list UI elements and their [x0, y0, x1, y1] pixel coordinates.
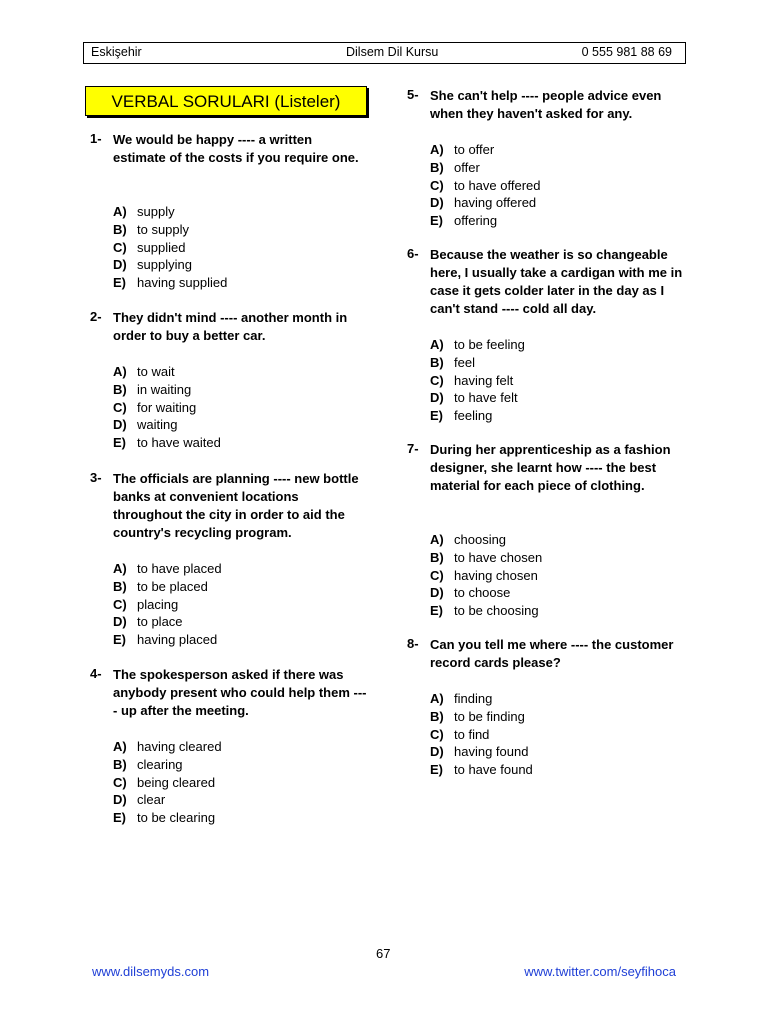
option-text: to have offered	[454, 177, 541, 193]
option-text: to supply	[137, 221, 190, 237]
answer-option	[113, 738, 222, 756]
option-text: in waiting	[137, 381, 192, 397]
answer-option	[113, 221, 227, 239]
answer-option	[430, 743, 533, 761]
page-number: 67	[376, 946, 391, 961]
answer-option	[430, 336, 525, 354]
option-letter: D)	[430, 744, 444, 760]
option-letter: E)	[113, 275, 126, 291]
option-letter: A)	[113, 739, 127, 754]
option-letter: B)	[113, 381, 127, 397]
answer-option	[113, 399, 221, 417]
option-letter: E)	[113, 435, 126, 451]
option-text: supply	[137, 204, 175, 219]
option-letter: D)	[113, 257, 127, 273]
option-text: to place	[137, 614, 183, 630]
question-stem: Because the weather is so changeable here, I usually take a cardigan with me in case it gets colder later in the day as I can't stand ---- cold all day.	[430, 247, 683, 316]
option-letter: B)	[430, 354, 444, 370]
option-letter: B)	[113, 756, 127, 772]
option-text: offering	[454, 213, 498, 229]
question-number: 4-	[90, 666, 102, 681]
option-text: to find	[454, 726, 490, 742]
answer-option	[113, 560, 222, 578]
option-letter: D)	[430, 585, 444, 601]
footer-website-link[interactable]: www.dilsemyds.com	[92, 964, 210, 979]
answer-option	[430, 726, 533, 744]
option-letter: D)	[113, 792, 127, 808]
option-letter: B)	[430, 708, 444, 724]
answer-options	[113, 560, 222, 649]
option-text: to have felt	[454, 390, 518, 406]
option-text: having placed	[137, 632, 218, 648]
answer-option	[113, 809, 222, 827]
option-letter: B)	[430, 549, 444, 565]
question-number: 5-	[407, 87, 419, 102]
answer-option	[113, 416, 221, 434]
option-text: waiting	[137, 417, 178, 433]
header-phone: 0 555 981 88 69	[581, 45, 672, 59]
answer-option	[430, 690, 533, 708]
option-letter: C)	[113, 774, 127, 790]
option-text: feeling	[454, 408, 493, 424]
option-text: choosing	[454, 532, 507, 547]
option-text: to be finding	[454, 708, 525, 724]
option-letter: A)	[430, 691, 444, 706]
footer-twitter-link[interactable]: www.twitter.com/seyfihoca	[524, 964, 676, 979]
answer-option	[430, 407, 525, 425]
answer-option	[430, 212, 541, 230]
answer-option	[430, 567, 542, 585]
option-letter: D)	[430, 390, 444, 406]
option-text: having felt	[454, 372, 514, 388]
option-text: having cleared	[137, 739, 222, 754]
answer-option	[113, 791, 222, 809]
option-letter: C)	[430, 372, 444, 388]
answer-option	[430, 708, 533, 726]
option-text: offer	[454, 159, 480, 175]
question-stem: We would be happy ---- a written estimate of the costs if you require one.	[113, 132, 359, 165]
answer-option	[430, 531, 542, 549]
question-number: 7-	[407, 441, 419, 456]
question-number: 6-	[407, 246, 419, 261]
question-number: 2-	[90, 309, 102, 324]
answer-option	[113, 274, 227, 292]
option-text: to choose	[454, 585, 511, 601]
option-letter: C)	[430, 567, 444, 583]
answer-option	[113, 381, 221, 399]
page-header	[83, 42, 686, 64]
option-letter: B)	[113, 221, 127, 237]
option-letter: E)	[113, 810, 126, 826]
option-letter: E)	[430, 408, 443, 424]
answer-option	[430, 194, 541, 212]
answer-option	[113, 774, 222, 792]
question-stem: The spokesperson asked if there was anybody present who could help them ---- up after the meeting.	[113, 667, 367, 718]
option-letter: D)	[113, 614, 127, 630]
option-letter: A)	[113, 364, 127, 379]
option-text: feel	[454, 354, 475, 370]
answer-option	[113, 631, 222, 649]
option-text: to offer	[454, 142, 495, 157]
option-text: having found	[454, 744, 529, 760]
option-letter: A)	[113, 204, 127, 219]
option-text: clear	[137, 792, 166, 808]
answer-option	[430, 761, 533, 779]
question-stem: The officials are planning ---- new bottle banks at convenient locations throughout the city in order to aid the country's recycling program.	[113, 471, 359, 540]
answer-option	[430, 177, 541, 195]
option-letter: C)	[113, 239, 127, 255]
option-text: clearing	[137, 756, 183, 772]
question-stem: Can you tell me where ---- the customer record cards please?	[430, 637, 674, 670]
answer-option	[113, 239, 227, 257]
answer-option	[430, 584, 542, 602]
answer-options	[430, 690, 533, 779]
option-letter: C)	[113, 596, 127, 612]
option-letter: E)	[430, 603, 443, 619]
option-text: having offered	[454, 195, 537, 211]
option-text: being cleared	[137, 774, 216, 790]
option-letter: A)	[113, 561, 127, 576]
answer-options	[430, 141, 541, 230]
option-text: to have chosen	[454, 549, 543, 565]
option-text: for waiting	[137, 399, 197, 415]
option-text: to have placed	[137, 561, 222, 576]
option-letter: A)	[430, 142, 444, 157]
question-number: 8-	[407, 636, 419, 651]
answer-option	[430, 389, 525, 407]
option-text: to be placed	[137, 578, 208, 594]
question-stem: During her apprenticeship as a fashion designer, she learnt how ---- the best material for each piece of clothing.	[430, 442, 671, 493]
answer-option	[430, 372, 525, 390]
question-stem: They didn't mind ---- another month in order to buy a better car.	[113, 310, 348, 343]
option-text: supplying	[137, 257, 192, 273]
question-stem: She can't help ---- people advice even when they haven't asked for any.	[430, 88, 662, 121]
option-text: to have waited	[137, 435, 221, 451]
option-text: to be clearing	[137, 810, 216, 826]
answer-option	[430, 602, 542, 620]
option-text: finding	[454, 691, 493, 706]
question-number: 3-	[90, 470, 102, 485]
answer-option	[113, 756, 222, 774]
answer-option	[430, 159, 541, 177]
option-text: to be feeling	[454, 337, 525, 352]
option-letter: C)	[430, 177, 444, 193]
option-letter: E)	[430, 213, 443, 229]
option-text: placing	[137, 596, 179, 612]
option-text: supplied	[137, 239, 186, 255]
option-letter: D)	[430, 195, 444, 211]
question-number: 1-	[90, 131, 102, 146]
option-text: having chosen	[454, 567, 538, 583]
answer-option	[113, 578, 222, 596]
answer-option	[113, 363, 221, 381]
page-title: VERBAL SORULARI (Listeler)	[85, 86, 367, 116]
option-text: to have found	[454, 762, 533, 778]
answer-option	[113, 596, 222, 614]
option-letter: E)	[430, 762, 443, 778]
answer-options	[113, 738, 222, 827]
answer-options	[430, 531, 542, 620]
answer-option	[113, 203, 227, 221]
answer-option	[113, 434, 221, 452]
option-letter: C)	[113, 399, 127, 415]
option-letter: C)	[430, 726, 444, 742]
answer-option	[430, 549, 542, 567]
option-text: to wait	[137, 364, 175, 379]
answer-option	[430, 141, 541, 159]
option-letter: A)	[430, 337, 444, 352]
answer-option	[430, 354, 525, 372]
option-letter: D)	[113, 417, 127, 433]
answer-options	[113, 363, 221, 452]
header-school: Dilsem Dil Kursu	[346, 45, 439, 59]
answer-option	[113, 256, 227, 274]
header-city: Eskişehir	[91, 45, 142, 59]
option-letter: E)	[113, 632, 126, 648]
option-text: to be choosing	[454, 603, 539, 619]
option-letter: B)	[430, 159, 444, 175]
option-letter: B)	[113, 578, 127, 594]
answer-option	[113, 613, 222, 631]
answer-options	[113, 203, 227, 292]
answer-options	[430, 336, 525, 425]
option-letter: A)	[430, 532, 444, 547]
option-text: having supplied	[137, 275, 228, 291]
